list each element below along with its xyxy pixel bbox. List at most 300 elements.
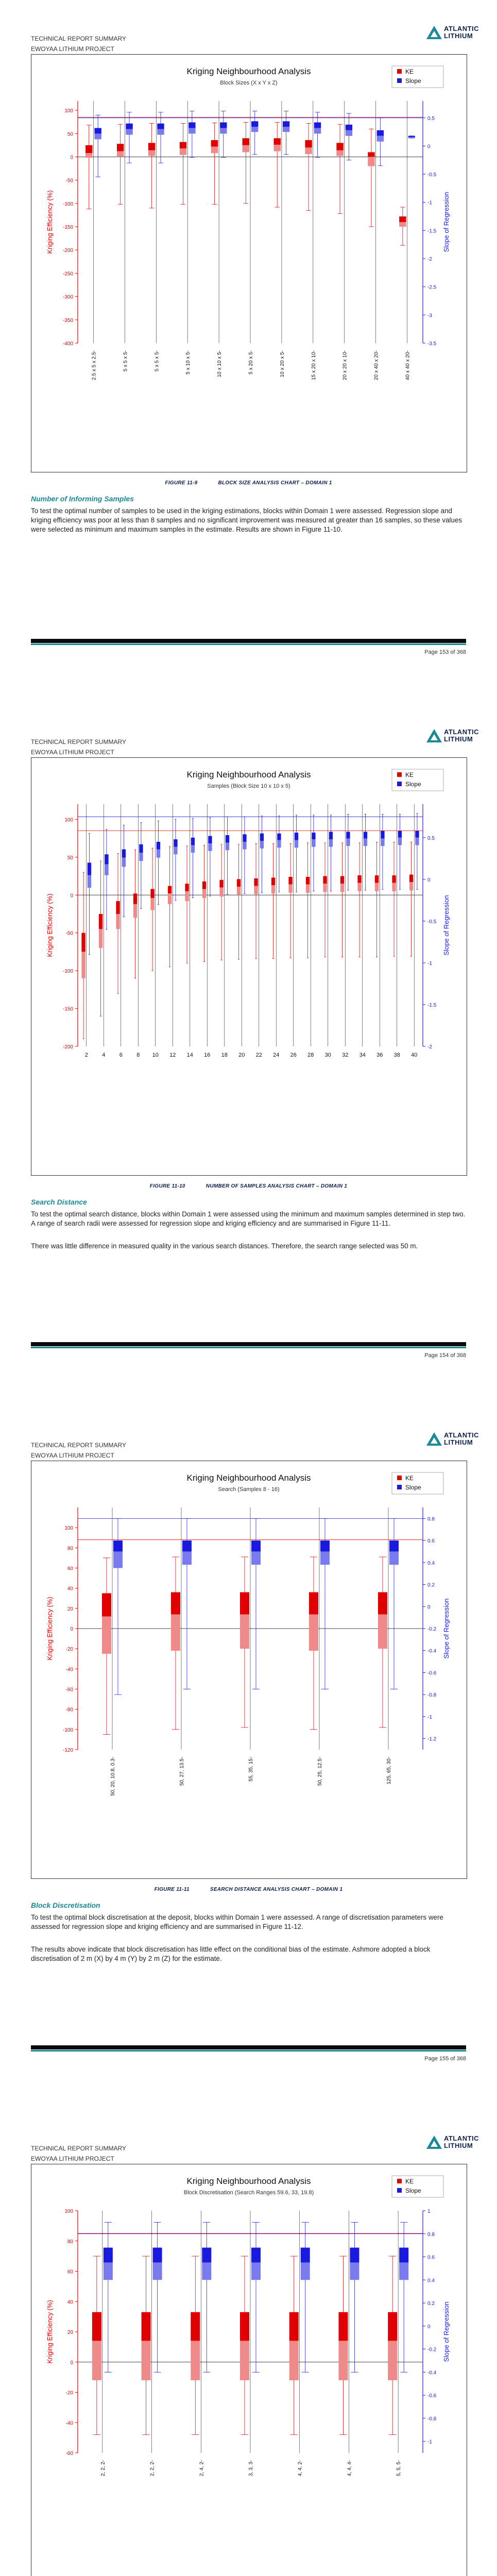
ke-box-lower	[185, 891, 188, 901]
ke-box-upper	[117, 144, 124, 151]
ke-box-lower	[409, 882, 413, 890]
slope-box-upper	[174, 839, 177, 847]
y-tick-label-left: 0	[70, 893, 73, 899]
report-page-153	[0, 0, 497, 703]
x-tick-label: 34	[359, 1052, 366, 1058]
ke-box-upper	[116, 901, 119, 914]
footer-bar	[31, 2045, 466, 2049]
slope-box-upper	[314, 123, 321, 128]
slope-box-upper	[251, 1540, 261, 1551]
x-tick-label: 5 x 10 x 5-	[185, 350, 192, 375]
y-tick-label-left: 100	[64, 108, 73, 114]
slope-box-lower	[251, 1551, 261, 1565]
header-line-2: EWOYAA LITHIUM PROJECT	[31, 1452, 114, 1459]
slope-box-upper	[389, 1540, 399, 1551]
logo-mark-icon	[426, 729, 442, 742]
legend-label-ke: KE	[405, 1475, 414, 1482]
y-tick-label-left: 100	[64, 2209, 73, 2214]
ke-box-lower	[338, 2341, 348, 2380]
slope-box-lower	[122, 858, 126, 867]
figure-caption	[31, 1887, 466, 1892]
ke-box-lower	[340, 884, 344, 892]
ke-box-lower	[133, 904, 137, 918]
slope-box-upper	[329, 832, 333, 839]
header-line-2: EWOYAA LITHIUM PROJECT	[31, 2155, 114, 2162]
x-tick-label: 50, 27, 13.5-	[179, 1757, 185, 1786]
x-tick-label: 15 x 20 x 10-	[311, 350, 317, 380]
slope-box-upper	[220, 123, 227, 128]
ke-box-lower	[191, 2341, 200, 2380]
y-tick-label-right: -0.2	[427, 1626, 437, 1632]
ke-box-lower	[288, 885, 292, 893]
y-tick-label-left: 20	[67, 1606, 73, 1612]
x-tick-label: 20	[238, 1052, 245, 1058]
y-tick-label-right: 0.5	[427, 115, 435, 122]
chart-title: Kriging Neighbourhood Analysis	[186, 770, 311, 779]
x-tick-label: 3, 3, 3-	[248, 2460, 254, 2477]
footer-accent-bar	[31, 1347, 466, 1348]
slope-box-upper	[104, 2248, 113, 2263]
page-number: Page 153 of 368	[424, 649, 466, 655]
ke-box-upper	[171, 1592, 180, 1615]
caption-text: SEARCH DISTANCE ANALYSIS CHART – DOMAIN 1	[210, 1887, 343, 1892]
ke-box-lower	[180, 148, 186, 155]
ke-box-lower	[168, 893, 172, 904]
slope-box-upper	[295, 833, 298, 840]
y-axis-label-right: Slope of Regression	[442, 2301, 450, 2362]
y-tick-label-left: -200	[62, 248, 73, 254]
page-header	[31, 1440, 126, 1461]
y-tick-label-left: 20	[67, 2330, 73, 2335]
y-tick-label-left: -50	[65, 178, 73, 184]
legend-marker-slope	[397, 1485, 402, 1489]
ke-box-lower	[392, 883, 396, 891]
x-tick-label: 4	[102, 1052, 106, 1058]
ke-box-upper	[237, 879, 241, 887]
y-tick-label-left: 60	[67, 1566, 73, 1572]
ke-box-lower	[85, 153, 92, 158]
x-tick-label: 36	[376, 1052, 383, 1058]
ke-box-lower	[399, 222, 406, 227]
x-tick-label: 2, 4, 2-	[199, 2460, 205, 2477]
slope-box-lower	[329, 839, 333, 847]
y-tick-label-left: -20	[65, 2390, 73, 2396]
slope-box-upper	[208, 836, 212, 844]
logo-word-2: LITHIUM	[444, 1438, 473, 1446]
ke-box-lower	[243, 145, 249, 152]
ke-box-lower	[219, 888, 223, 897]
y-tick-label-left: 40	[67, 2299, 73, 2306]
y-tick-label-left: 40	[67, 1586, 73, 1592]
slope-box-upper	[157, 124, 164, 129]
ke-box-upper	[338, 2312, 348, 2341]
caption-text: BLOCK SIZE ANALYSIS CHART – DOMAIN 1	[218, 480, 332, 486]
legend-marker-ke	[397, 69, 402, 74]
y-axis-label-right: Slope of Regression	[442, 192, 450, 252]
slope-box-lower	[157, 129, 164, 135]
chart-title: Kriging Neighbourhood Analysis	[186, 66, 311, 76]
slope-box-upper	[301, 2248, 310, 2263]
y-tick-label-left: -250	[62, 271, 73, 277]
ke-box-lower	[336, 150, 343, 156]
subheading: Number of Informing Samples	[31, 495, 134, 503]
page-header	[31, 33, 126, 54]
y-tick-label-left: 60	[67, 2269, 73, 2275]
page-header	[31, 2143, 126, 2164]
x-tick-label: 125, 65, 30-	[386, 1757, 392, 1785]
ke-box-lower	[102, 1617, 111, 1654]
ke-box-lower	[142, 2341, 151, 2380]
slope-box-lower	[350, 2263, 359, 2280]
x-tick-label: 5, 5, 5-	[396, 2460, 402, 2477]
chart-title: Kriging Neighbourhood Analysis	[186, 2176, 311, 2186]
ke-box-lower	[150, 898, 154, 910]
ke-box-upper	[99, 914, 102, 929]
ka-chart-discretisation	[31, 2164, 467, 2576]
ke-box-lower	[378, 1615, 387, 1649]
y-tick-label-right: 0.8	[427, 1516, 435, 1522]
y-tick-label-right: -0.6	[427, 2393, 437, 2399]
ke-box-upper	[240, 2312, 249, 2341]
slope-box-upper	[182, 1540, 192, 1551]
y-tick-label-left: -150	[62, 225, 73, 231]
y-tick-label-left: 50	[67, 855, 73, 861]
x-tick-label: 50, 25, 12.5-	[317, 1757, 323, 1786]
y-axis-label-left: Kriging Efficiency (%)	[46, 2300, 54, 2364]
x-tick-label: 16	[204, 1052, 211, 1058]
report-page-154	[0, 703, 497, 1406]
ke-box-upper	[368, 152, 374, 157]
figure-caption	[31, 480, 466, 486]
slope-box-lower	[188, 128, 195, 133]
body-paragraph: To test the optimal block discretisation at the deposit, blocks within Domain 1 were assessed. A range of discretisation parameters were assessed for regression slope and kriging efficiency and are summarised in Figure 11-12.	[31, 1913, 443, 1930]
footer-accent-bar	[31, 2050, 466, 2052]
y-tick-label-left: -60	[65, 1687, 73, 1693]
slope-box-lower	[94, 133, 101, 139]
slope-box-upper	[188, 123, 195, 128]
y-tick-label-left: -40	[65, 1667, 73, 1673]
slope-box-upper	[350, 2248, 359, 2263]
slope-box-upper	[381, 831, 384, 839]
ke-box-lower	[116, 914, 119, 929]
y-tick-label-right: 0.6	[427, 2255, 435, 2261]
y-tick-label-right: -2	[427, 257, 432, 263]
y-tick-label-right: -0.5	[427, 172, 437, 178]
chart-subtitle: Block Discretisation (Search Ranges 59.6, 33, 19.8)	[183, 2190, 314, 2196]
y-axis-label-right: Slope of Regression	[442, 1598, 450, 1659]
ka-chart-samples	[31, 757, 467, 1176]
ke-box-upper	[92, 2312, 101, 2341]
slope-box-upper	[94, 128, 101, 133]
y-tick-label-right: -3	[427, 313, 432, 319]
slope-box-upper	[113, 1540, 123, 1551]
y-tick-label-right: -1.5	[427, 228, 437, 234]
x-tick-label: 4, 4, 2-	[297, 2460, 303, 2477]
y-tick-label-right: 1	[427, 2209, 431, 2214]
x-tick-label: 18	[221, 1052, 228, 1058]
ke-box-lower	[289, 2341, 299, 2380]
slope-box-upper	[226, 835, 229, 843]
y-tick-label-right: -0.4	[427, 2370, 437, 2376]
ke-box-upper	[336, 143, 343, 150]
ke-box-upper	[388, 2312, 397, 2341]
ke-box-upper	[323, 876, 327, 884]
y-tick-label-left: -200	[62, 1044, 73, 1050]
y-tick-label-left: 0	[70, 2360, 73, 2366]
legend-label-ke: KE	[405, 68, 414, 75]
slope-box-lower	[226, 843, 229, 851]
y-tick-label-right: -2.5	[427, 284, 437, 291]
ke-box-upper	[378, 1592, 387, 1615]
y-tick-label-left: -100	[62, 1727, 73, 1733]
x-tick-label: 12	[169, 1052, 176, 1058]
ke-box-upper	[409, 875, 413, 883]
ke-box-lower	[323, 884, 327, 892]
caption-text: NUMBER OF SAMPLES ANALYSIS CHART – DOMAIN 1	[205, 1183, 348, 1189]
slope-box-upper	[408, 136, 415, 137]
y-tick-label-left: -120	[62, 1748, 73, 1753]
ke-box-upper	[243, 138, 249, 145]
ke-box-upper	[254, 878, 258, 886]
y-tick-label-right: -1	[427, 960, 432, 967]
y-tick-label-left: -100	[62, 201, 73, 207]
ke-box-upper	[142, 2312, 151, 2341]
x-tick-label: 10	[152, 1052, 159, 1058]
slope-box-lower	[295, 840, 298, 848]
x-tick-label: 38	[393, 1052, 400, 1058]
ke-box-lower	[81, 952, 85, 978]
slope-box-lower	[105, 865, 108, 875]
slope-box-upper	[398, 831, 402, 838]
y-tick-label-left: 0	[70, 155, 73, 161]
ke-box-upper	[289, 2312, 299, 2341]
legend-marker-slope	[397, 2188, 402, 2193]
slope-box-upper	[243, 834, 246, 842]
x-tick-label: 5 x 5 x 5-	[154, 350, 160, 372]
y-tick-label-right: 0.2	[427, 1582, 435, 1588]
ke-box-upper	[399, 216, 406, 222]
slope-box-lower	[202, 2263, 211, 2280]
ka-chart-block-size	[31, 54, 467, 472]
slope-box-lower	[389, 1551, 399, 1565]
ke-box-lower	[99, 929, 102, 948]
logo-word-2: LITHIUM	[444, 735, 473, 743]
legend-marker-slope	[397, 78, 402, 83]
y-axis-label-right: Slope of Regression	[442, 895, 450, 956]
slope-box-lower	[126, 129, 132, 135]
x-tick-label: 26	[290, 1052, 297, 1058]
x-tick-label: 14	[186, 1052, 193, 1058]
page-number: Page 155 of 368	[424, 2056, 466, 2062]
y-tick-label-right: -0.5	[427, 919, 437, 925]
legend-label-ke: KE	[405, 2178, 414, 2185]
slope-box-upper	[377, 130, 384, 136]
legend-label-slope: Slope	[405, 77, 421, 84]
ke-box-lower	[309, 1615, 318, 1651]
ke-box-lower	[306, 885, 310, 893]
x-tick-label: 24	[273, 1052, 280, 1058]
y-tick-label-right: 0.5	[427, 835, 435, 841]
subheading: Block Discretisation	[31, 1901, 100, 1909]
page-header	[31, 737, 126, 757]
slope-box-lower	[243, 842, 246, 850]
slope-box-upper	[312, 833, 315, 839]
ke-box-upper	[309, 1592, 318, 1615]
slope-box-lower	[364, 838, 367, 846]
ke-box-lower	[271, 885, 275, 893]
caption-label: FIGURE 11-9	[165, 480, 198, 486]
y-tick-label-right: 0	[427, 144, 431, 150]
ke-box-lower	[274, 145, 281, 151]
ke-box-upper	[168, 886, 172, 894]
slope-box-lower	[139, 853, 143, 861]
x-tick-label: 28	[307, 1052, 314, 1058]
slope-box-lower	[208, 843, 212, 851]
ke-box-upper	[191, 2312, 200, 2341]
legend-label-slope: Slope	[405, 781, 421, 788]
x-tick-label: 50, 20, 10.8, 0.3-	[110, 1757, 116, 1796]
y-tick-label-right: 0	[427, 1604, 431, 1611]
y-tick-label-right: -0.8	[427, 1692, 437, 1699]
ke-box-upper	[219, 880, 223, 888]
slope-box-upper	[202, 2248, 211, 2263]
slope-box-lower	[283, 127, 289, 132]
ke-box-upper	[81, 933, 85, 952]
y-tick-label-right: -1.5	[427, 1002, 437, 1008]
header-line-2: EWOYAA LITHIUM PROJECT	[31, 45, 114, 53]
ke-box-upper	[271, 877, 275, 885]
slope-box-upper	[260, 834, 264, 841]
ke-box-lower	[171, 1615, 180, 1651]
slope-box-upper	[122, 850, 126, 858]
slope-box-lower	[88, 875, 91, 888]
y-tick-label-right: 0.2	[427, 2301, 435, 2307]
ke-box-upper	[102, 1593, 111, 1616]
y-tick-label-left: -40	[65, 2420, 73, 2427]
slope-box-lower	[301, 2263, 310, 2280]
x-tick-label: 5 x 5 x 5-	[123, 350, 129, 372]
body-paragraph: There was little difference in measured quality in the various search distances. Therefore, the search range selected was 50 m.	[31, 1242, 418, 1250]
slope-box-lower	[277, 840, 281, 848]
kna-chart-svg	[31, 2164, 467, 2576]
atlantic-lithium-logo	[426, 726, 479, 744]
x-tick-label: 32	[342, 1052, 349, 1058]
y-tick-label-left: -80	[65, 1707, 73, 1713]
x-tick-label: 20 x 40 x 20-	[373, 350, 380, 380]
slope-box-lower	[314, 128, 321, 133]
slope-box-lower	[408, 137, 415, 138]
y-tick-label-right: 0	[427, 2324, 431, 2330]
ke-box-lower	[237, 887, 241, 895]
ke-box-lower	[92, 2341, 101, 2380]
y-tick-label-right: 0.6	[427, 1538, 435, 1545]
ke-box-upper	[392, 875, 396, 883]
slope-box-upper	[283, 121, 289, 127]
chart-subtitle: Samples (Block Size 10 x 10 x 5)	[207, 783, 290, 789]
slope-box-lower	[260, 841, 264, 849]
ke-box-lower	[388, 2341, 397, 2380]
kna-chart-svg	[31, 55, 467, 472]
kna-chart-svg	[31, 1461, 467, 1878]
header-line-2: EWOYAA LITHIUM PROJECT	[31, 749, 114, 756]
ke-box-upper	[211, 140, 218, 147]
body-paragraph: To test the optimal search distance, blocks within Domain 1 were assessed using the minimum and maximum samples determined in step two. A range of search radii were assessed for regression slope and kriging efficiency and are summarised in Figure 11-11.	[31, 1210, 466, 1227]
slope-box-lower	[377, 136, 384, 142]
y-tick-label-left: -400	[62, 341, 73, 347]
ke-box-upper	[305, 140, 312, 147]
ka-chart-search	[31, 1461, 467, 1879]
y-tick-label-left: -60	[65, 2451, 73, 2456]
y-axis-label-left: Kriging Efficiency (%)	[46, 190, 54, 254]
slope-box-upper	[277, 834, 281, 840]
ke-box-lower	[211, 147, 218, 154]
slope-box-upper	[320, 1540, 330, 1551]
ke-box-lower	[240, 2341, 249, 2380]
logo-mark-icon	[426, 1432, 442, 1446]
ke-box-upper	[185, 884, 188, 891]
slope-box-lower	[157, 850, 160, 858]
ke-box-lower	[148, 150, 155, 156]
x-tick-label: 22	[255, 1052, 262, 1058]
slope-box-lower	[251, 2263, 261, 2280]
slope-box-lower	[113, 1551, 123, 1568]
legend-marker-ke	[397, 1476, 402, 1480]
slope-box-lower	[153, 2263, 162, 2280]
y-tick-label-right: -1	[427, 2439, 432, 2445]
slope-box-lower	[191, 845, 195, 853]
slope-box-upper	[251, 2248, 261, 2263]
y-tick-label-left: -20	[65, 1647, 73, 1653]
x-tick-label: 10 x 10 x 5-	[217, 350, 223, 378]
ke-box-upper	[202, 882, 206, 889]
ke-box-upper	[375, 875, 379, 883]
x-tick-label: 40	[411, 1052, 418, 1058]
x-tick-label: 40 x 40 x 20-	[405, 350, 411, 380]
x-tick-label: 30	[324, 1052, 331, 1058]
y-tick-label-left: 50	[67, 131, 73, 138]
ke-box-lower	[368, 157, 374, 166]
x-tick-label: 6	[119, 1052, 123, 1058]
header-line-1: TECHNICAL REPORT SUMMARY	[31, 2145, 126, 2152]
y-tick-label-right: 0.8	[427, 2231, 435, 2238]
y-tick-label-left: -350	[62, 317, 73, 324]
slope-box-upper	[153, 2248, 162, 2263]
logo-word-1: ATLANTIC	[444, 2134, 479, 2142]
y-tick-label-left: 0	[70, 1626, 73, 1632]
footer-bar	[31, 1342, 466, 1346]
y-tick-label-right: 0	[427, 877, 431, 883]
slope-box-upper	[364, 832, 367, 838]
ke-box-upper	[306, 877, 310, 885]
legend-label-slope: Slope	[405, 1484, 421, 1491]
x-tick-label: 10 x 20 x 5-	[279, 350, 285, 378]
header-line-1: TECHNICAL REPORT SUMMARY	[31, 35, 126, 42]
body-paragraph: To test the optimal number of samples to be used in the kriging estimations, blocks within Domain 1 were assessed. Regression slope and kriging efficiency was poor at less than 8 samples and no significant improvement was measured at greater than 16 samples, so these values were selected as minimum and maximum samples in the estimate. Results are shown in Figure 11-10.	[31, 507, 462, 533]
logo-word-1: ATLANTIC	[444, 25, 479, 32]
report-page-156	[0, 2110, 497, 2576]
y-tick-label-left: 80	[67, 1546, 73, 1552]
logo-word-2: LITHIUM	[444, 2142, 473, 2149]
chart-subtitle: Search (Samples 8 - 16)	[218, 1486, 280, 1493]
slope-box-upper	[105, 854, 108, 864]
y-tick-label-right: -0.6	[427, 1670, 437, 1676]
x-tick-label: 4, 4, 4-	[347, 2460, 353, 2477]
ke-box-upper	[85, 145, 92, 153]
y-tick-label-right: 0.4	[427, 1560, 435, 1566]
ke-box-upper	[133, 893, 137, 904]
x-tick-label: 2, 2, 2-	[149, 2460, 156, 2477]
slope-box-upper	[88, 862, 91, 875]
